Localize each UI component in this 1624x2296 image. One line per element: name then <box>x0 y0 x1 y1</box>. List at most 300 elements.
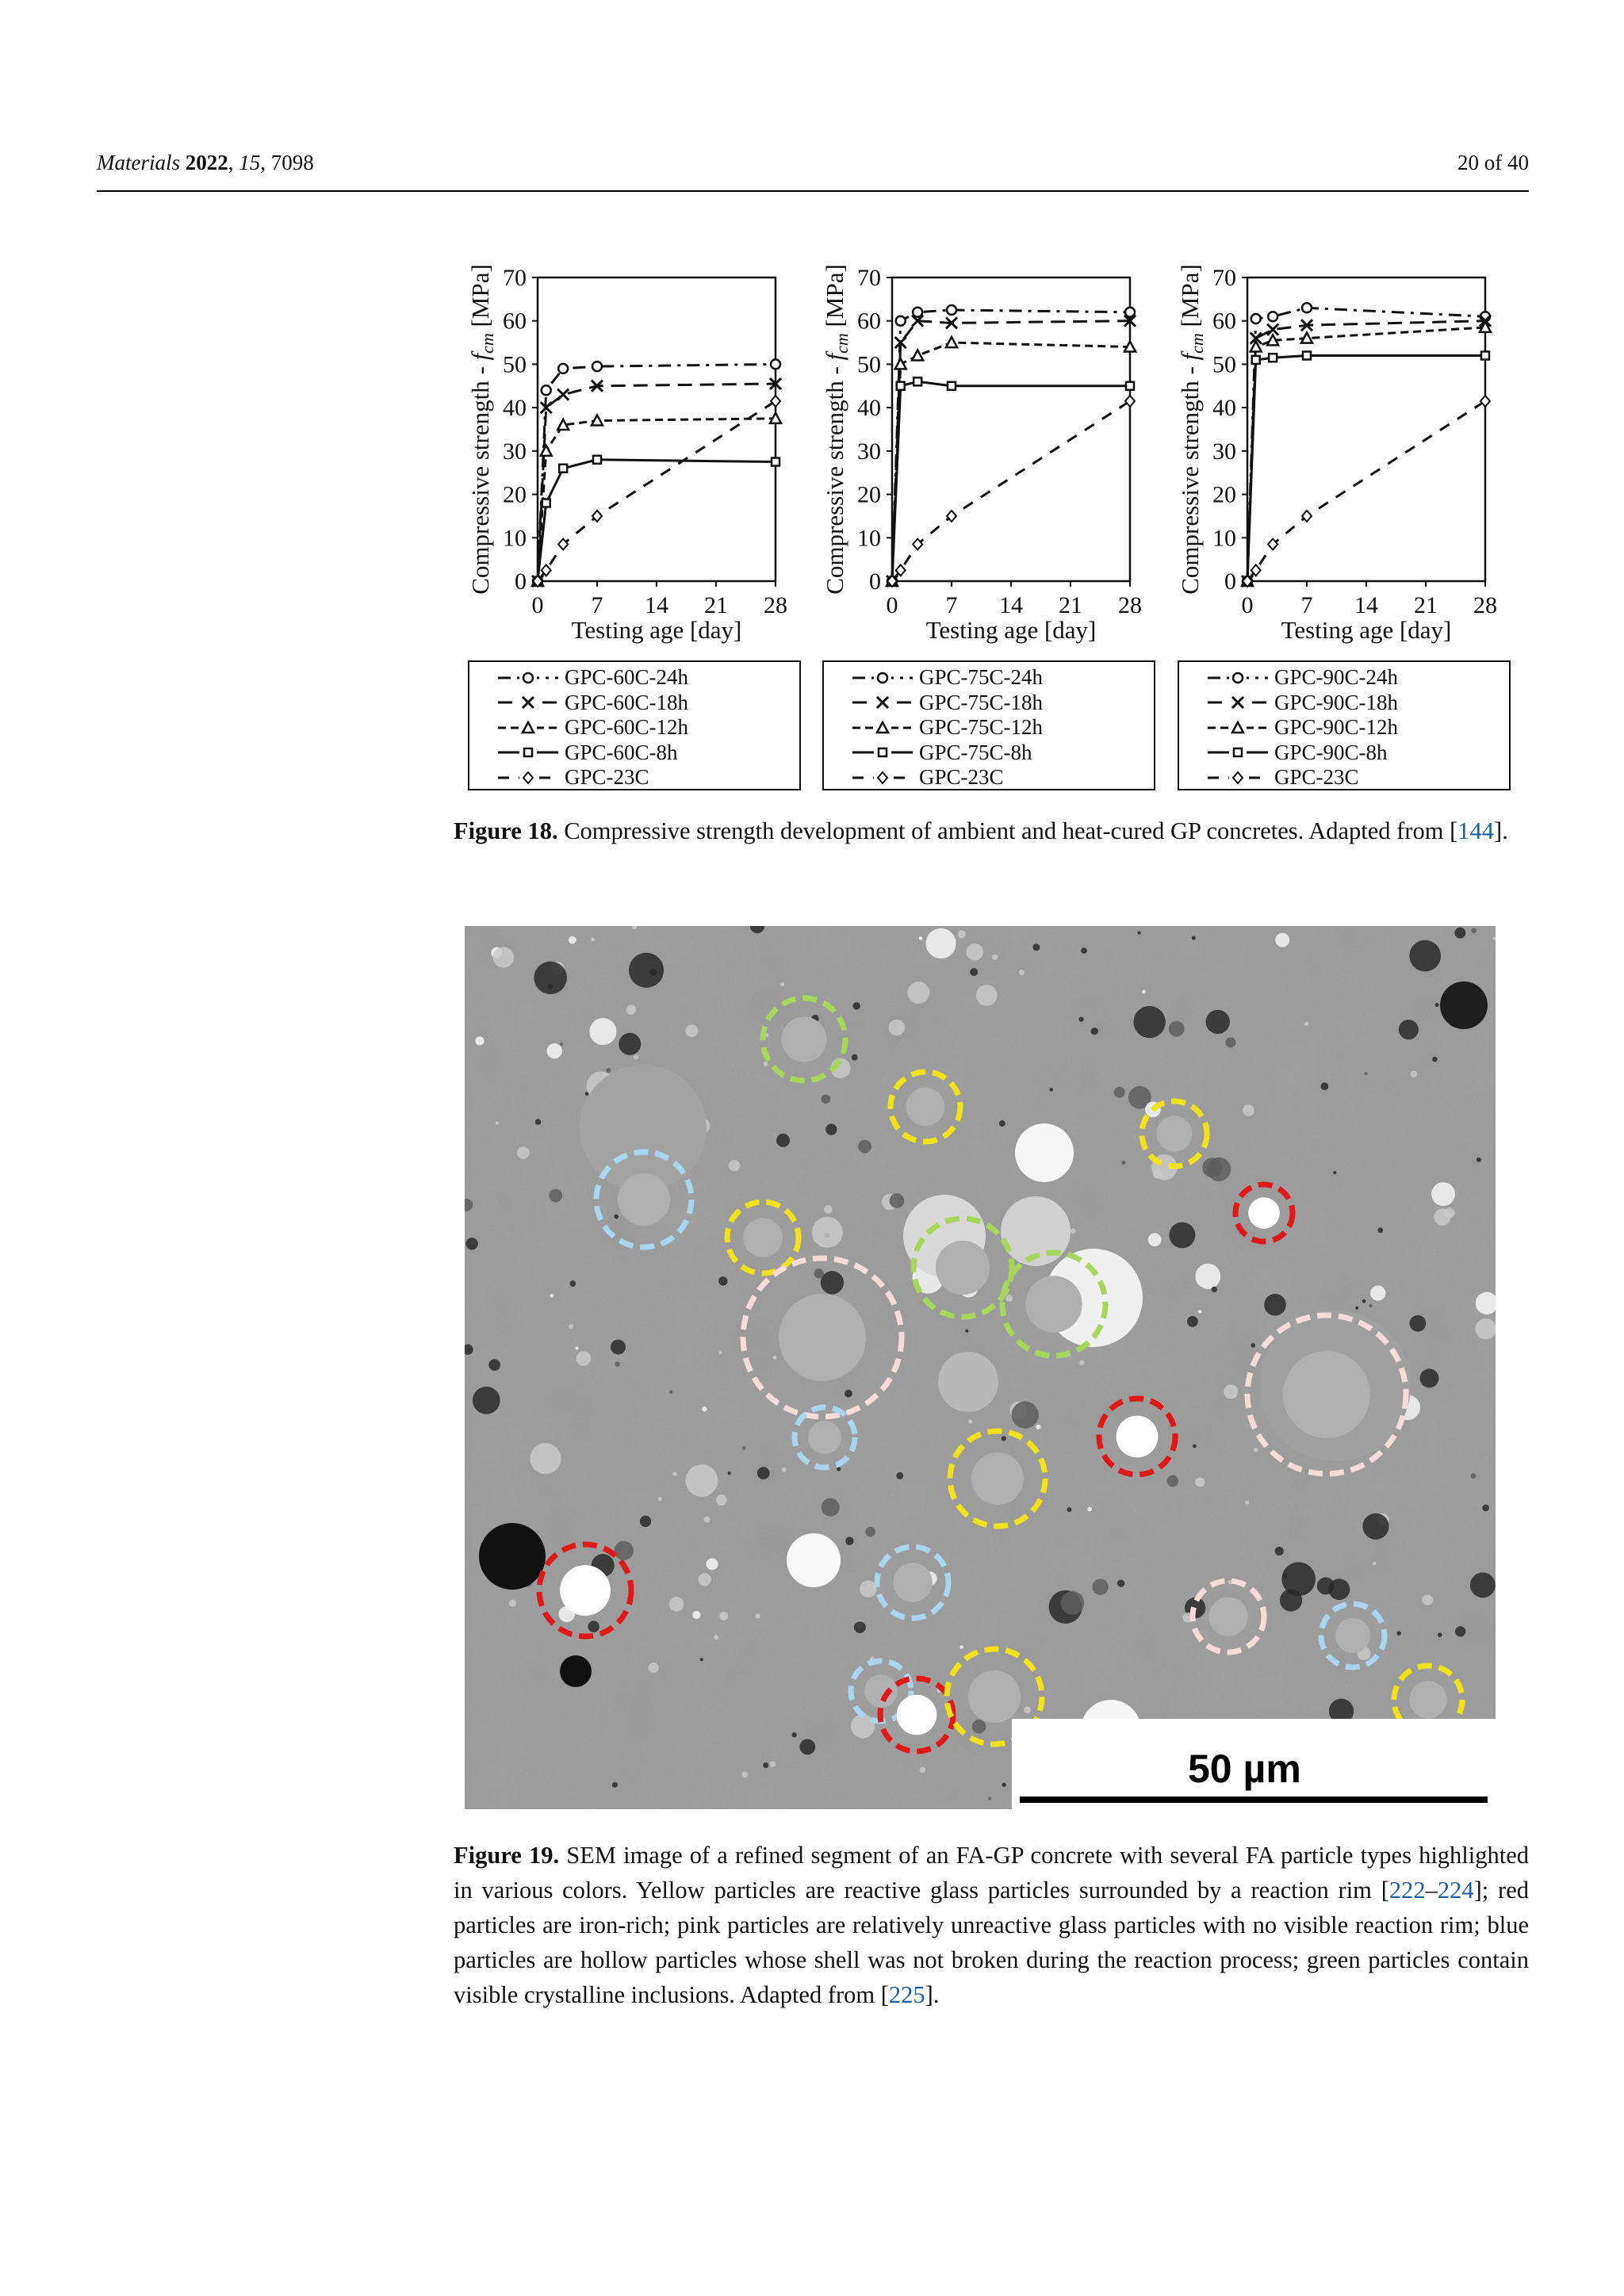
sem-particle <box>920 1767 925 1773</box>
series-line <box>538 460 776 581</box>
sem-particle <box>1121 1161 1125 1165</box>
y-tick-label: 30 <box>1212 438 1236 465</box>
sem-particle <box>1369 1304 1372 1307</box>
x-tick-label: 21 <box>1414 592 1438 618</box>
sem-particle <box>1409 940 1441 972</box>
figure-19-citation-2[interactable]: 224 <box>1437 1877 1474 1904</box>
sem-particle <box>1071 1228 1076 1234</box>
red-particle-core <box>897 1695 937 1735</box>
x-axis-label: Testing age [day] <box>925 616 1097 644</box>
figure-18-citation[interactable]: 144 <box>1457 817 1495 844</box>
x-tick-label: 21 <box>1059 592 1082 618</box>
series-GPC-75C-24h <box>887 305 1135 586</box>
data-point <box>1125 396 1135 407</box>
yellow-particle-core <box>1156 1115 1192 1151</box>
sem-particle <box>1454 928 1465 939</box>
sem-particle <box>814 1269 824 1278</box>
legend-item <box>1179 715 1509 740</box>
sem-particle <box>530 1443 561 1474</box>
sem-particle <box>970 968 978 976</box>
figure-19-text: SEM image of a refined segment of an FA-GP concrete with several FA particle types highlighted in various colors. Yellow particles are reactive glass particles surrounded by a reaction rim [ <box>454 1842 1530 1904</box>
data-point <box>1125 308 1135 317</box>
data-point <box>1126 382 1134 390</box>
series-line <box>892 342 1130 581</box>
sem-particle <box>860 1581 876 1598</box>
series-line <box>538 384 776 581</box>
sem-particle <box>707 1558 718 1570</box>
data-point <box>1251 314 1261 323</box>
legend-label: GPC-75C-18h <box>919 690 1044 714</box>
figure-18-label: Figure 18. <box>454 817 558 844</box>
legend-swatch <box>1206 718 1270 737</box>
legend-swatch <box>851 693 914 712</box>
sem-particle <box>865 1527 875 1537</box>
sem-particle <box>1410 1315 1427 1332</box>
sem-particle <box>822 1498 840 1517</box>
sem-particle <box>496 1122 499 1125</box>
figure-19-text-2: ]; red particles are iron-rich; pink particles are relatively unreactive glass particles with no visible reaction rim; blue particles are hollow particles whose shell was not broken during the reaction process; green particles contain visible crystalline inclusions. Adapted from [ <box>454 1877 1530 2008</box>
sem-large-particle <box>1015 1123 1074 1182</box>
blue-particle-core <box>864 1674 898 1708</box>
sem-particle <box>549 1189 562 1203</box>
data-point <box>592 415 603 426</box>
legend-item <box>469 765 799 790</box>
legend-label: GPC-90C-8h <box>1274 740 1388 764</box>
red-particle-core <box>1248 1197 1280 1229</box>
y-tick-label: 0 <box>1224 568 1236 595</box>
sem-particle <box>1019 970 1025 975</box>
journal-name: Materials <box>97 151 180 174</box>
sem-large-particle <box>479 1523 546 1590</box>
sem-particle <box>791 1732 796 1737</box>
green-particle-core <box>936 1241 990 1295</box>
y-tick-label: 30 <box>503 438 527 465</box>
data-point <box>1124 342 1136 352</box>
chart-90c-legend <box>1178 660 1511 790</box>
series-GPC-60C-8h <box>534 456 779 585</box>
series-GPC-60C-12h <box>532 413 781 586</box>
x-tick-label: 14 <box>645 592 668 618</box>
sem-particle <box>845 1536 853 1544</box>
pink-particle-core <box>1208 1597 1248 1636</box>
sem-particle <box>719 1612 728 1621</box>
sem-particle <box>812 1217 843 1248</box>
sem-particle <box>821 1095 829 1104</box>
sem-particle <box>473 1387 500 1414</box>
sem-particle <box>1091 1027 1098 1035</box>
sem-particle <box>1373 1562 1377 1566</box>
sem-particle <box>634 1054 638 1059</box>
sem-particle <box>854 1621 866 1633</box>
series-line <box>1247 308 1485 581</box>
sem-particle <box>1114 1087 1125 1098</box>
data-point <box>771 359 780 369</box>
sem-particle <box>1455 1626 1465 1636</box>
x-tick-label: 21 <box>704 592 728 618</box>
sem-particle <box>1202 1158 1222 1177</box>
yellow-particle-core <box>971 1452 1024 1505</box>
sem-particle <box>852 1002 860 1009</box>
figure-19-citation-1[interactable]: 222 <box>1388 1877 1426 1904</box>
legend-label: GPC-60C-12h <box>565 715 689 740</box>
y-tick-label: 60 <box>1212 308 1236 335</box>
sem-particle <box>729 1160 740 1171</box>
series-GPC-60C-18h <box>532 378 781 587</box>
data-point <box>896 316 906 326</box>
sem-particle <box>669 1597 684 1612</box>
data-point <box>1302 303 1312 312</box>
data-point <box>897 382 905 390</box>
sem-particle <box>1148 1233 1162 1246</box>
sem-particle <box>776 1134 790 1147</box>
sem-particle <box>1061 1591 1085 1615</box>
y-axis-label: Compressive strength - fcm [MPa] <box>1176 264 1207 595</box>
sem-particle <box>1281 1562 1316 1596</box>
data-point <box>541 446 552 456</box>
sem-particle <box>718 1351 722 1354</box>
sem-particle <box>1195 1477 1205 1487</box>
sem-particle <box>576 1351 592 1366</box>
legend-label: GPC-60C-24h <box>565 665 689 690</box>
sem-particle <box>569 1280 576 1287</box>
sem-large-particle <box>580 1065 707 1192</box>
sem-particle <box>1117 1579 1124 1586</box>
sem-particle <box>615 1541 634 1560</box>
sem-image <box>465 926 1496 1809</box>
sem-particle <box>763 1762 768 1768</box>
legend-label: GPC-90C-18h <box>1274 690 1399 714</box>
legend-label: GPC-23C <box>1274 765 1359 790</box>
x-tick-label: 0 <box>531 592 544 618</box>
sem-particle <box>649 1663 659 1673</box>
sem-particle <box>589 1018 616 1045</box>
pink-particle-core <box>779 1294 866 1381</box>
sem-particle <box>959 1645 963 1649</box>
y-tick-label: 50 <box>1212 351 1236 378</box>
legend-marker <box>524 748 532 756</box>
legend-item <box>1179 740 1509 766</box>
data-point <box>592 362 602 371</box>
figure-18-end: . <box>1502 817 1508 844</box>
y-tick-label: 70 <box>857 265 881 291</box>
figure-19-end: ]. <box>925 1981 940 2008</box>
sem-particle <box>1079 1360 1084 1365</box>
sem-particle <box>1243 1104 1254 1116</box>
data-point <box>542 499 550 507</box>
y-tick-label: 70 <box>503 265 527 291</box>
legend-swatch <box>851 768 914 787</box>
sem-particle <box>1012 1402 1039 1429</box>
series-line <box>538 419 776 581</box>
sem-particle <box>1205 1010 1229 1034</box>
sem-particle <box>1005 1295 1013 1302</box>
figure-18-caption: Figure 18. Compressive strength development of ambient and heat-cured GP concretes. Adapted from [144]. <box>454 817 1508 844</box>
sem-particle <box>1212 1287 1217 1292</box>
sem-particle <box>821 1271 844 1294</box>
sem-particle <box>824 1205 832 1213</box>
y-tick-label: 40 <box>1212 395 1236 422</box>
sem-particle <box>728 1471 731 1475</box>
legend-item <box>824 715 1154 740</box>
sem-particle <box>658 1497 662 1501</box>
figure-19-caption <box>454 1838 1529 2012</box>
sem-particle <box>1431 1182 1455 1206</box>
figure-18-text: Compressive strength development of ambient and heat-cured GP concretes. Adapted from <box>564 817 1444 844</box>
legend-swatch <box>496 743 560 762</box>
sem-particle <box>686 1024 699 1037</box>
sem-particle <box>1254 1448 1258 1452</box>
sem-particle <box>1195 1264 1220 1289</box>
chart-60c-legend <box>468 660 801 790</box>
sem-particle <box>685 1464 718 1497</box>
sem-particle <box>702 1406 707 1411</box>
legend-swatch <box>496 693 560 712</box>
sem-particle <box>1193 1445 1197 1448</box>
sem-particle <box>1225 1037 1235 1047</box>
legend-label: GPC-23C <box>919 765 1004 790</box>
sem-particle <box>1355 1307 1358 1310</box>
sem-particle <box>770 1761 776 1767</box>
sem-particle <box>716 1494 727 1506</box>
series-GPC-23C <box>1243 396 1490 587</box>
sem-particle <box>1133 1006 1165 1038</box>
x-tick-label: 14 <box>1354 592 1378 618</box>
data-point <box>914 377 921 385</box>
data-point <box>946 337 957 347</box>
sem-micrograph <box>465 926 1496 1809</box>
sem-particle <box>1169 1021 1185 1037</box>
y-tick-label: 20 <box>503 481 527 508</box>
sem-particle <box>547 1043 562 1058</box>
sem-particle <box>966 943 983 961</box>
sem-particle <box>714 1635 718 1640</box>
sem-particle <box>756 1613 760 1618</box>
legend-swatch <box>1206 743 1270 762</box>
x-tick-label: 7 <box>945 592 958 618</box>
legend-item <box>824 765 1154 790</box>
legend-label: GPC-60C-8h <box>565 740 678 764</box>
sem-particle <box>535 1119 541 1124</box>
sem-particle <box>1397 1631 1401 1635</box>
pink-particle-core <box>1283 1351 1370 1438</box>
x-tick-label: 14 <box>999 592 1023 618</box>
sem-particle <box>1245 1501 1249 1505</box>
sem-particle <box>488 1359 500 1371</box>
sem-particle <box>1333 1171 1336 1174</box>
legend-swatch <box>851 743 914 762</box>
chart-90c <box>1168 262 1541 658</box>
red-particle-core <box>1116 1416 1159 1458</box>
sem-particle <box>742 1771 748 1777</box>
sem-particle <box>591 938 595 942</box>
sem-particle <box>988 1797 991 1800</box>
sem-particle <box>992 955 998 960</box>
x-tick-label: 0 <box>886 592 898 618</box>
legend-marker <box>523 673 533 683</box>
sem-particle <box>1092 1578 1108 1594</box>
series-line <box>1247 355 1485 581</box>
y-tick-label: 10 <box>1212 525 1236 552</box>
y-tick-label: 20 <box>1212 481 1236 508</box>
sem-particle <box>1438 1632 1442 1637</box>
series-line <box>538 401 776 581</box>
series-line <box>1247 327 1485 581</box>
sem-particle <box>1198 1310 1201 1313</box>
sem-particle <box>976 985 998 1006</box>
sem-particle <box>611 1340 626 1355</box>
sem-particle <box>615 1362 620 1367</box>
legend-swatch <box>1206 768 1270 787</box>
data-point <box>1268 312 1277 321</box>
data-point <box>947 305 956 315</box>
sem-particle <box>1304 1022 1308 1026</box>
legend-swatch <box>1206 693 1270 712</box>
yellow-particle-core <box>968 1670 1021 1723</box>
sem-particle <box>925 928 956 959</box>
sem-particle <box>614 1215 619 1219</box>
sem-particle <box>1482 1505 1489 1512</box>
series-GPC-75C-12h <box>887 337 1136 586</box>
y-axis-label: Compressive strength - fcm [MPa] <box>821 264 852 595</box>
sem-particle <box>799 1739 815 1755</box>
sem-particle <box>1283 1574 1287 1578</box>
sem-particle <box>1365 1072 1368 1075</box>
x-tick-label: 7 <box>1300 592 1313 618</box>
figure-19-dash: – <box>1425 1877 1438 1904</box>
sem-particle <box>1032 943 1040 951</box>
sem-particle <box>629 953 664 988</box>
x-axis-label: Testing age [day] <box>571 616 742 644</box>
data-point <box>1267 335 1278 345</box>
data-point <box>1480 396 1490 407</box>
y-tick-label: 30 <box>857 438 881 465</box>
sem-particle <box>1471 1473 1477 1479</box>
sem-particle <box>517 1146 530 1159</box>
data-point <box>948 382 956 390</box>
data-point <box>771 396 780 407</box>
sem-particle <box>782 1468 787 1472</box>
figure-19-label: Figure 19. <box>454 1842 560 1869</box>
series-line <box>1247 321 1485 581</box>
legend-label: GPC-90C-24h <box>1274 665 1399 690</box>
sem-particle <box>896 1472 903 1479</box>
sem-particle <box>757 1467 770 1479</box>
sem-particle <box>858 1140 871 1154</box>
legend-item <box>1179 665 1509 691</box>
legend-swatch <box>1206 668 1270 687</box>
sem-particle <box>550 1294 553 1297</box>
y-tick-label: 60 <box>857 308 881 335</box>
sem-particle <box>773 1356 777 1360</box>
sem-particle <box>1079 1016 1084 1021</box>
sem-particle <box>1475 1318 1496 1340</box>
legend-label: GPC-75C-8h <box>919 740 1032 764</box>
y-tick-label: 60 <box>503 308 527 335</box>
y-tick-label: 70 <box>1212 265 1236 291</box>
series-GPC-90C-12h <box>1242 322 1491 586</box>
series-line <box>1247 401 1485 581</box>
sem-particle <box>1187 1316 1198 1327</box>
data-point <box>913 308 922 317</box>
sem-particle <box>1432 1057 1438 1062</box>
data-point <box>1269 354 1277 362</box>
legend-swatch <box>851 668 914 687</box>
x-tick-label: 0 <box>1241 592 1254 618</box>
green-particle-core <box>1025 1276 1082 1333</box>
sem-particle <box>972 1720 986 1734</box>
legend-item <box>469 740 799 766</box>
sem-particle <box>493 947 514 967</box>
data-point <box>912 350 923 360</box>
sem-particle <box>890 1193 905 1208</box>
sem-particle <box>1081 947 1087 954</box>
scale-bar <box>1020 1797 1488 1803</box>
legend-item <box>469 715 799 740</box>
legend-swatch <box>496 768 560 787</box>
data-point <box>557 419 569 430</box>
sem-particle <box>692 1611 700 1619</box>
data-point <box>895 358 906 369</box>
series-line <box>892 381 1130 581</box>
legend-marker <box>1233 673 1243 683</box>
blue-particle-core <box>1335 1618 1370 1653</box>
sem-particle <box>700 1658 703 1661</box>
sem-particle <box>780 982 784 986</box>
sem-particle <box>1275 1547 1284 1556</box>
y-tick-label: 50 <box>503 351 527 378</box>
y-tick-label: 40 <box>503 395 527 422</box>
sem-large-particle <box>938 1352 998 1412</box>
chart-75c-legend <box>822 660 1155 790</box>
x-tick-label: 28 <box>1473 592 1497 618</box>
sem-particle <box>1167 1475 1179 1487</box>
data-point <box>559 465 567 473</box>
sem-particle <box>1320 1082 1328 1090</box>
sem-particle <box>1275 933 1289 947</box>
sem-particle <box>1169 1222 1195 1248</box>
sem-particle <box>968 1419 972 1423</box>
data-point <box>1301 333 1312 343</box>
sem-particle <box>742 1446 745 1449</box>
y-tick-label: 20 <box>857 481 881 508</box>
sem-particle <box>1477 1158 1481 1162</box>
sem-particle <box>1067 1507 1071 1512</box>
sem-particle <box>619 1033 641 1055</box>
sem-particle <box>852 1054 858 1061</box>
series-GPC-75C-8h <box>888 377 1134 585</box>
legend-label: GPC-60C-18h <box>565 690 689 714</box>
legend-item <box>1179 765 1509 790</box>
data-point <box>558 364 568 373</box>
y-tick-label: 10 <box>503 525 527 552</box>
scale-bar-label: 50 µm <box>1188 1747 1301 1791</box>
series-line <box>892 401 1130 581</box>
sem-particle <box>649 968 657 975</box>
blue-particle-core <box>808 1421 841 1454</box>
data-point <box>593 456 601 464</box>
sem-particle <box>612 1782 618 1788</box>
legend-label: GPC-23C <box>565 765 649 790</box>
sem-particle <box>1422 1594 1433 1605</box>
figure-19-citation-3[interactable]: 225 <box>888 1981 925 2008</box>
yellow-particle-core <box>743 1218 783 1257</box>
sem-particle <box>1434 1003 1438 1007</box>
data-point <box>770 413 781 423</box>
journal-citation: Materials 2022, 15, 7098 <box>97 151 314 174</box>
legend-swatch <box>496 718 560 737</box>
legend-marker <box>1234 748 1242 756</box>
sem-particle <box>1142 990 1145 993</box>
